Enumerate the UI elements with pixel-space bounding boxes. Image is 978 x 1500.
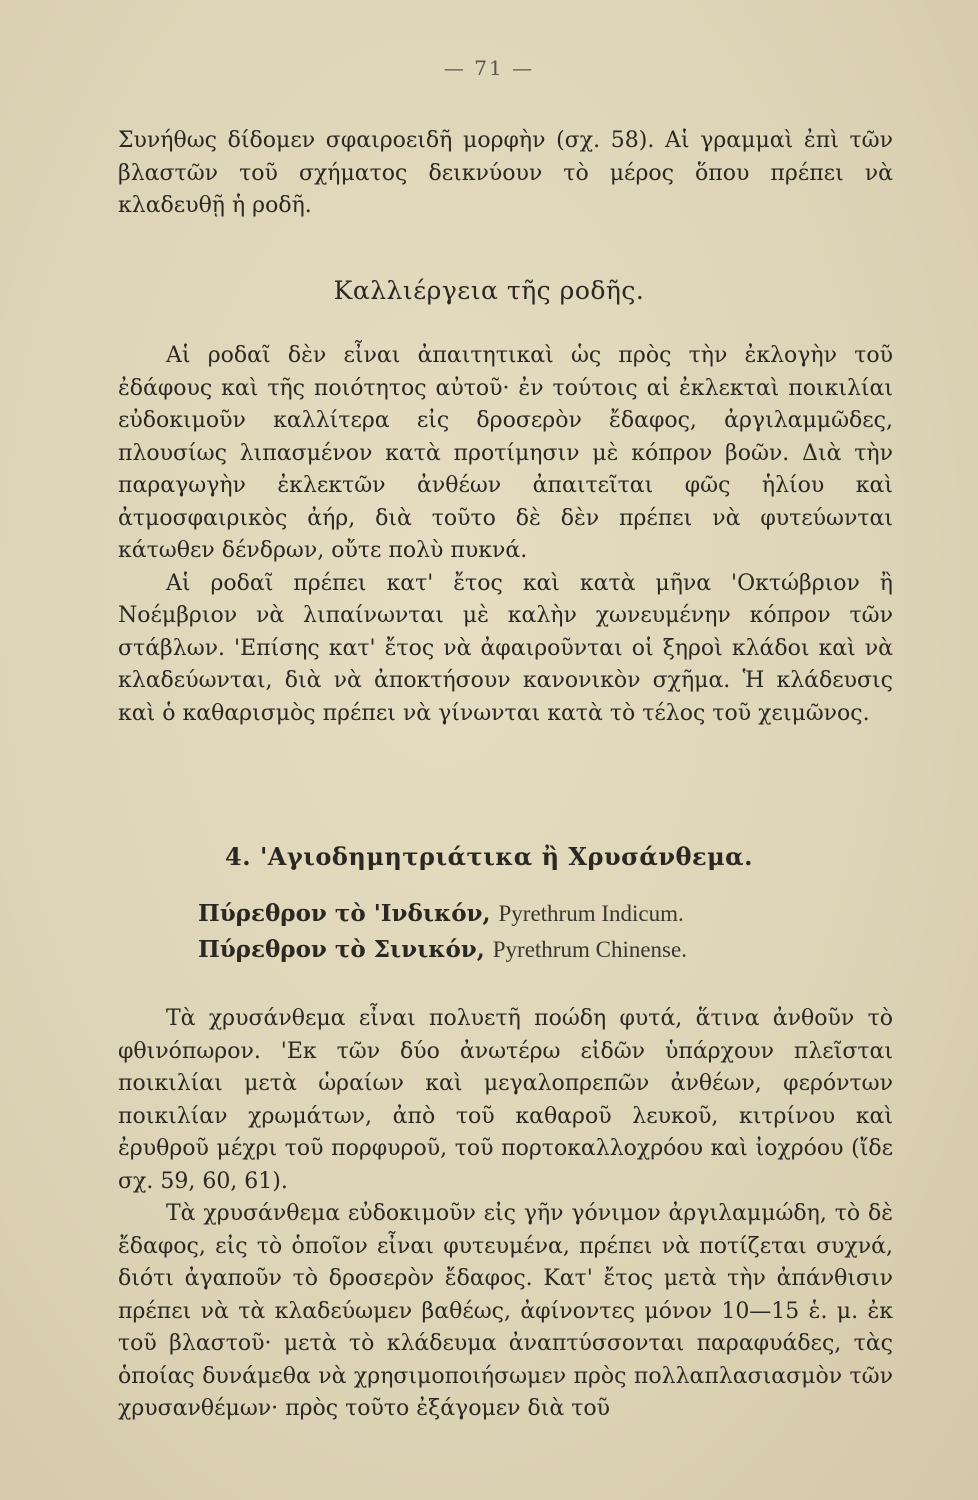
section-heading-chrysanthemum: 4. 'Αγιοδημητριάτικα ἢ Χρυσάνθεμα. — [225, 842, 753, 871]
paragraph: Τὰ χρυσάνθεμα εὐδοκιμοῦν εἰς γῆν γόνιμον ἀργιλαμμώδη, τὸ δὲ ἔδαφος, εἰς τὸ ὁποῖον εἶναι φυτευμένα, πρέπει νὰ ποτίζεται συχνά, διότι ἀγαποῦν τὸ δροσερὸν ἔδαφος. Κατ' ἔτος μετὰ τὴν ἀπάνθισιν πρέπει νὰ τὰ κλαδεύωμεν βαθέως, ἀφίνοντες μόνον 10—15 ἑ. μ. ἐκ τοῦ βλαστοῦ· μετὰ τὸ κλάδευμα ἀναπτύσσονται παραφυάδες, τὰς ὁποίας δυνάμεθα νὰ χρησιμοποιήσωμεν πρὸς πολλαπλασιασμὸν τῶν χρυσανθέμων· πρὸς τοῦτο ἐξάγομεν διὰ τοῦ — [118, 1201, 893, 1421]
section-body-chrysanthemum — [118, 1003, 893, 1426]
species-latin-name: Pyrethrum Chinense. — [492, 937, 687, 962]
intro-paragraph — [118, 125, 893, 223]
species-greek-name: Πύρεθρον τὸ Σινικόν, — [198, 936, 485, 963]
paragraph: Αἱ ροδαῖ δὲν εἶναι ἀπαιτητικαὶ ὡς πρὸς τὴν ἐκλογὴν τοῦ ἐδάφους καὶ τῆς ποιότητος αὐτοῦ· ἐν τούτοις αἱ ἐκλεκταὶ ποικιλίαι εὐδοκιμοῦν καλλίτερα εἰς δροσερὸν ἔδαφος, ἀργιλαμμῶδες, πλουσίως λιπασμένον κατὰ προτίμησιν μὲ κόπρον βοῶν. Διὰ τὴν παραγωγὴν ἐκλεκτῶν ἀνθέων ἀπαιτεῖται φῶς ἡλίου καὶ ἀτμοσφαιρικὸς ἀήρ, διὰ τοῦτο δὲ δὲν πρέπει νὰ φυτεύωνται κάτωθεν δένδρων, οὔτε πολὺ πυκνά. — [118, 343, 893, 563]
species-greek-name: Πύρεθρον τὸ 'Ινδικόν, — [198, 900, 491, 927]
species-latin-name: Pyrethrum Indicum. — [498, 901, 684, 926]
paragraph: Τὰ χρυσάνθεμα εἶναι πολυετῆ ποώδη φυτά, ἅτινα ἀνθοῦν τὸ φθινόπωρον. 'Εκ τῶν δύο ἀνωτέρω εἰδῶν ὑπάρχουν πλεῖσται ποικιλίαι μετὰ ὡραίων καὶ μεγαλοπρεπῶν ἀνθέων, φερόντων ποικιλίαν χρωμάτων, ἀπὸ τοῦ καθαροῦ λευκοῦ, κιτρίνου καὶ ἐρυθροῦ μέχρι τοῦ πορφυροῦ, τοῦ πορτοκαλλοχρόου καὶ ἰοχρόου (ἴδε σχ. 59, 60, 61). — [118, 1006, 893, 1194]
page-number: — 71 — — [443, 56, 535, 80]
species-line — [198, 900, 684, 927]
paragraph: Συνήθως δίδομεν σφαιροειδῆ μορφὴν (σχ. 58). Αἱ γραμμαὶ ἐπὶ τῶν βλαστῶν τοῦ σχήματος δεικνύουν τὸ μέρος ὅπου πρέπει νὰ κλαδευθῇ ἡ ροδῆ. — [118, 128, 893, 218]
paragraph: Αἱ ροδαῖ πρέπει κατ' ἔτος καὶ κατὰ μῆνα 'Οκτώβριον ἢ Νοέμβριον νὰ λιπαίνωνται μὲ καλὴν χωνευμένην κόπρον τῶν στάβλων. 'Επίσης κατ' ἔτος νὰ ἀφαιροῦνται οἱ ξηροὶ κλάδοι καὶ νὰ κλαδεύωνται, διὰ νὰ ἀποκτήσουν κανονικὸν σχῆμα. Ἡ κλάδευσις καὶ ὁ καθαρισμὸς πρέπει νὰ γίνωνται κατὰ τὸ τέλος τοῦ χειμῶνος. — [118, 570, 893, 726]
section-body-rose-cultivation — [118, 340, 893, 730]
species-line — [198, 936, 687, 963]
section-heading-rose-cultivation: Καλλιέργεια τῆς ροδῆς. — [333, 276, 645, 305]
